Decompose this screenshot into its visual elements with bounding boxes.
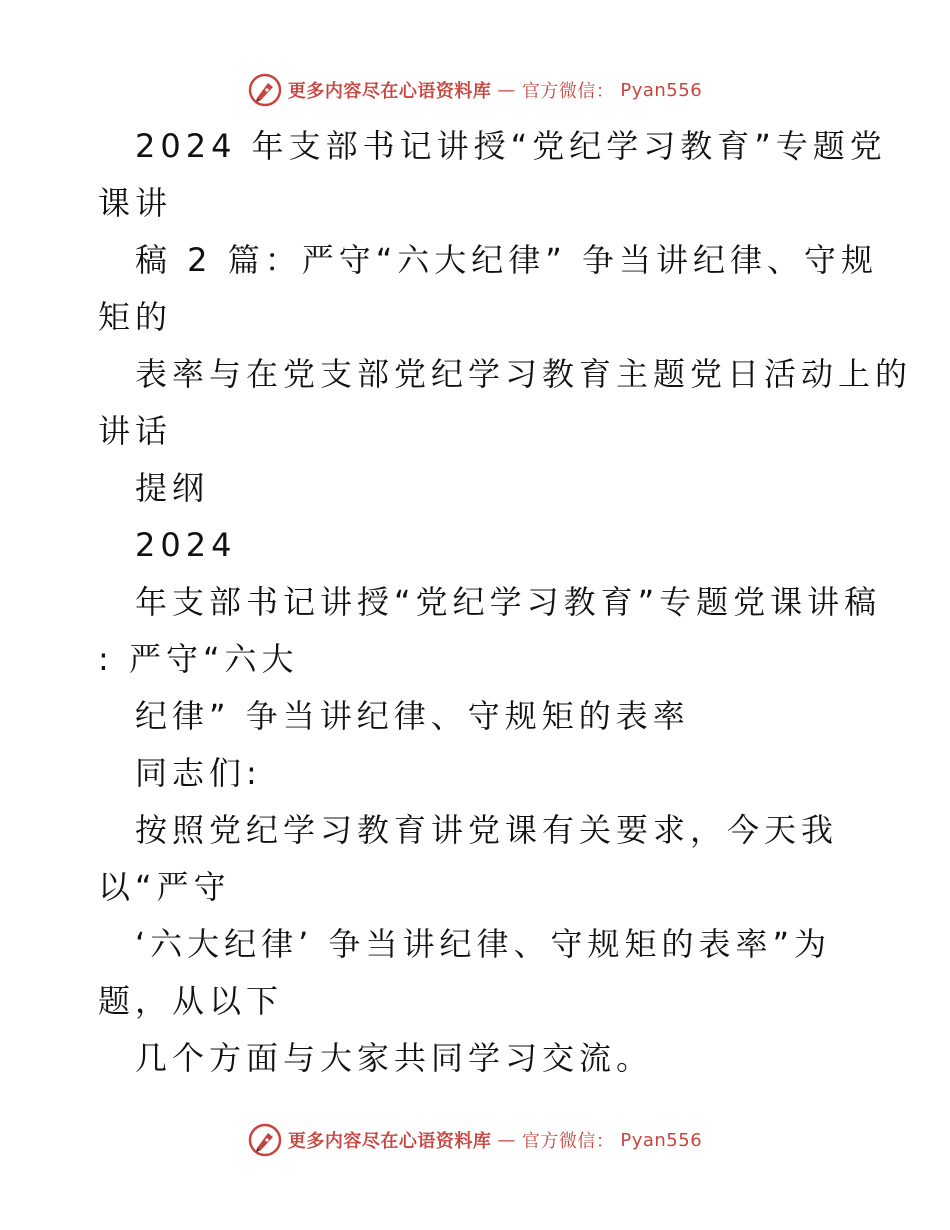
footer-banner	[0, 1120, 950, 1160]
banner-dash: —	[497, 1129, 516, 1151]
brand-text: 更多内容尽在心语资料库	[287, 81, 492, 102]
paragraph-line-16: 题，从以下	[98, 982, 284, 1020]
title-line-4: 矩的	[98, 298, 173, 336]
wechat-label: 官方微信：	[521, 81, 615, 102]
text-line-11: 纪律” 争当讲纪律、守规矩的表率	[135, 697, 690, 735]
document-body	[0, 118, 950, 1087]
pen-nib-logo-icon	[248, 1123, 282, 1157]
text-line-8: 2024	[135, 526, 237, 564]
paragraph-line-13: 按照党纪学习教育讲党课有关要求，今天我	[135, 811, 839, 849]
title-line-1: 2024 年支部书记讲授“党纪学习教育”专题党	[135, 127, 887, 165]
pen-nib-logo-icon	[248, 73, 282, 107]
paragraph-line-14: 以“严守	[98, 868, 231, 906]
text-line-10: : 严守“六大	[98, 640, 299, 678]
title-line-2: 课讲	[98, 184, 173, 222]
salutation-line: 同志们:	[135, 754, 262, 792]
text-line-9: 年支部书记讲授“党纪学习教育”专题党课讲稿	[135, 583, 882, 621]
title-line-3: 稿 2 篇：严守“六大纪律” 争当讲纪律、守规	[135, 241, 879, 279]
title-line-5: 表率与在党支部党纪学习教育主题党日活动上的	[135, 355, 913, 393]
paragraph-line-15: ‘六大纪律’ 争当讲纪律、守规矩的表率”为	[135, 925, 832, 963]
wechat-label: 官方微信：	[521, 1131, 615, 1152]
wechat-id: Pyan556	[620, 1129, 703, 1151]
brand-text: 更多内容尽在心语资料库	[287, 1131, 492, 1152]
paragraph-line-17: 几个方面与大家共同学习交流。	[135, 1039, 654, 1077]
wechat-id: Pyan556	[620, 79, 703, 101]
banner-dash: —	[497, 79, 516, 101]
header-banner	[0, 70, 950, 110]
title-line-6: 讲话	[98, 412, 173, 450]
title-line-7: 提纲	[135, 469, 210, 507]
